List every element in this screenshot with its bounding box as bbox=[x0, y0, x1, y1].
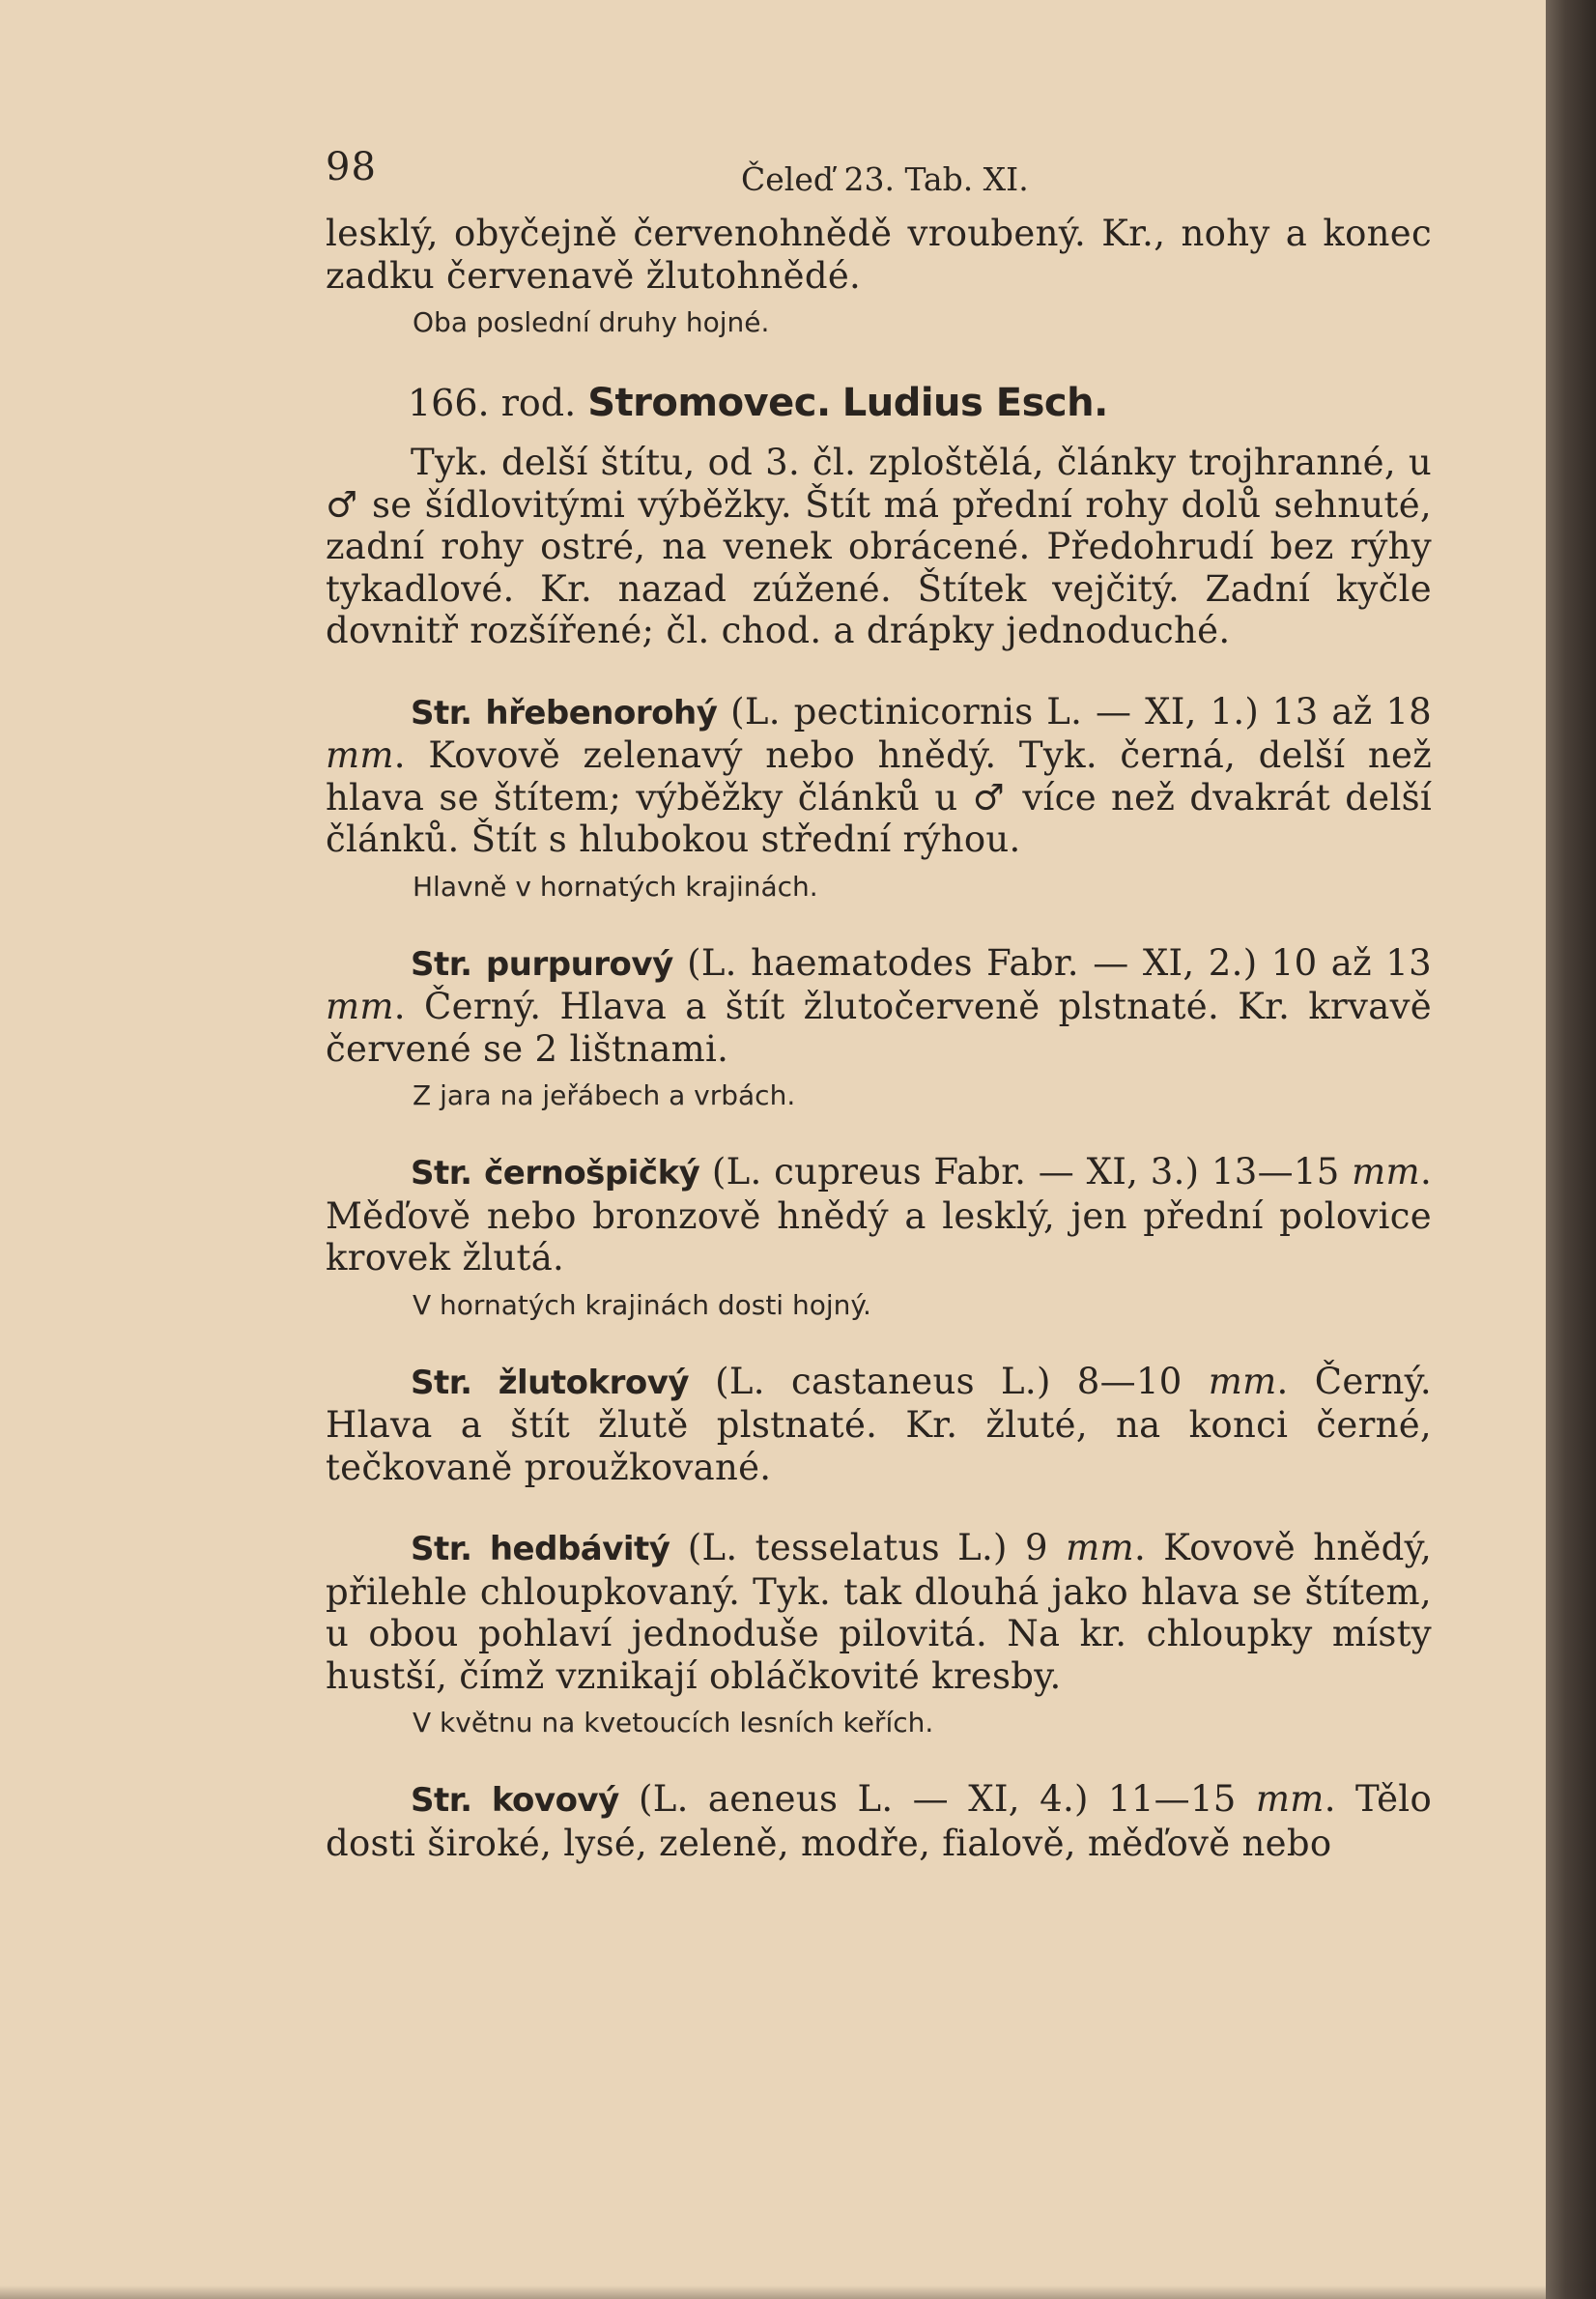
genus-number: 166. bbox=[408, 382, 490, 424]
species-size-unit: mm bbox=[326, 986, 394, 1027]
species-description: . Černý. Hlava a štít žlutě plstnaté. Kr. žluté, na konci černé, tečkovaně proužkované. bbox=[326, 1360, 1432, 1488]
species-note: Z jara na jeřábech a vrbách. bbox=[413, 1079, 796, 1111]
page-bottom-shadow bbox=[0, 2285, 1546, 2299]
species-description: . Kovově hnědý, přilehle chloupkovaný. Tyk. tak dlouhá jako hlava se štítem, u obou pohlaví jednoduše pilovitá. Na kr. chloupky místy hustší, čímž vznikají obláčkovité kresby. bbox=[326, 1527, 1433, 1697]
species-scientific-name: (L. aeneus L. — XI, 4.) 11—15 bbox=[639, 1778, 1256, 1820]
species-genus-abbr: Str. bbox=[411, 693, 472, 733]
species-description: . Černý. Hlava a štít žlutočerveně plstnaté. Kr. krvavě červené se 2 lištnami. bbox=[326, 986, 1432, 1070]
species-description: . Tělo dosti široké, lysé, zeleně, modře, fialově, měďově nebo bbox=[326, 1778, 1433, 1864]
species-scientific-name: (L. haematodes Fabr. — XI, 2.) 10 až 13 bbox=[687, 941, 1432, 984]
species-czech-name: hřebenorohý bbox=[485, 693, 718, 733]
page-number: 98 bbox=[326, 145, 377, 189]
species-description: . Kovově zelenavý nebo hnědý. Tyk. černá, delší než hlava se štítem; výběžky článků u ♂ více než dvakrát delší článků. Štít s hlubokou střední rýhou. bbox=[326, 734, 1432, 860]
species-genus-abbr: Str. bbox=[411, 1154, 472, 1193]
page-content bbox=[326, 145, 1432, 1864]
species-size-unit: mm bbox=[1255, 1778, 1325, 1820]
species-note: V květnu na kvetoucích lesních keřích. bbox=[413, 1707, 934, 1739]
intro-note: Oba poslední druhy hojné. bbox=[413, 306, 770, 338]
species-entry bbox=[326, 1778, 1432, 1864]
species-entry bbox=[326, 691, 1432, 861]
species-list bbox=[326, 691, 1432, 1865]
species-scientific-name: (L. pectinicornis L. — XI, 1.) 13 až 18 bbox=[730, 690, 1433, 733]
species-scientific-name: (L. castaneus L.) 8—10 bbox=[715, 1360, 1209, 1402]
species-genus-abbr: Str. bbox=[411, 1363, 472, 1402]
running-title: Čeleď 23. Tab. XI. bbox=[741, 160, 1029, 198]
species-entry bbox=[326, 1527, 1432, 1697]
species-description: . Měďově nebo bronzově hnědý a lesklý, jen přední polovice krovek žlutá. bbox=[326, 1151, 1433, 1279]
genus-heading bbox=[408, 380, 1432, 426]
species-entry bbox=[326, 1151, 1432, 1279]
species-scientific-name: (L. tesselatus L.) 9 bbox=[687, 1527, 1067, 1568]
species-genus-abbr: Str. bbox=[411, 944, 472, 984]
species-czech-name: černošpičký bbox=[484, 1154, 700, 1193]
species-czech-name: kovový bbox=[491, 1781, 619, 1820]
species-size-unit: mm bbox=[326, 734, 394, 776]
genus-latin-name: Ludius Esch. bbox=[841, 381, 1108, 425]
species-note: Hlavně v hornatých krajinách. bbox=[413, 870, 818, 903]
species-size-unit: mm bbox=[1352, 1151, 1420, 1193]
page-header bbox=[326, 145, 1432, 213]
species-size-unit: mm bbox=[1066, 1527, 1134, 1568]
genus-czech-name: Stromovec. bbox=[587, 381, 831, 425]
species-note: V hornatých krajinách dosti hojný. bbox=[413, 1288, 871, 1321]
genus-description: Tyk. delší štítu, od 3. čl. zploštělá, články trojhranné, u ♂ se šídlovitými výběžky. Štít má přední rohy dolů sehnuté, zadní rohy ostré, na venek obrácené. Předohrudí bez rýhy tykadlové. Kr. nazad zúžené. Štítek vejčitý. Zadní kyčle dovnitř rozšířené; čl. chod. a drápky jednoduché. bbox=[326, 442, 1432, 651]
intro-paragraph: lesklý, obyčejně červenohnědě vroubený. Kr., nohy a konec zadku červenavě žlutohnědé. bbox=[326, 213, 1432, 297]
genus-rod-label: rod. bbox=[500, 382, 577, 424]
species-entry bbox=[326, 942, 1432, 1071]
species-genus-abbr: Str. bbox=[411, 1781, 472, 1820]
species-scientific-name: (L. cupreus Fabr. — XI, 3.) 13—15 bbox=[711, 1151, 1353, 1193]
species-czech-name: hedbávitý bbox=[489, 1530, 670, 1568]
species-entry bbox=[326, 1361, 1432, 1489]
species-czech-name: purpurový bbox=[485, 944, 673, 984]
page-edge-shadow bbox=[1546, 0, 1596, 2299]
species-genus-abbr: Str. bbox=[411, 1530, 472, 1568]
species-size-unit: mm bbox=[1208, 1360, 1277, 1402]
species-czech-name: žlutokrový bbox=[498, 1363, 690, 1402]
